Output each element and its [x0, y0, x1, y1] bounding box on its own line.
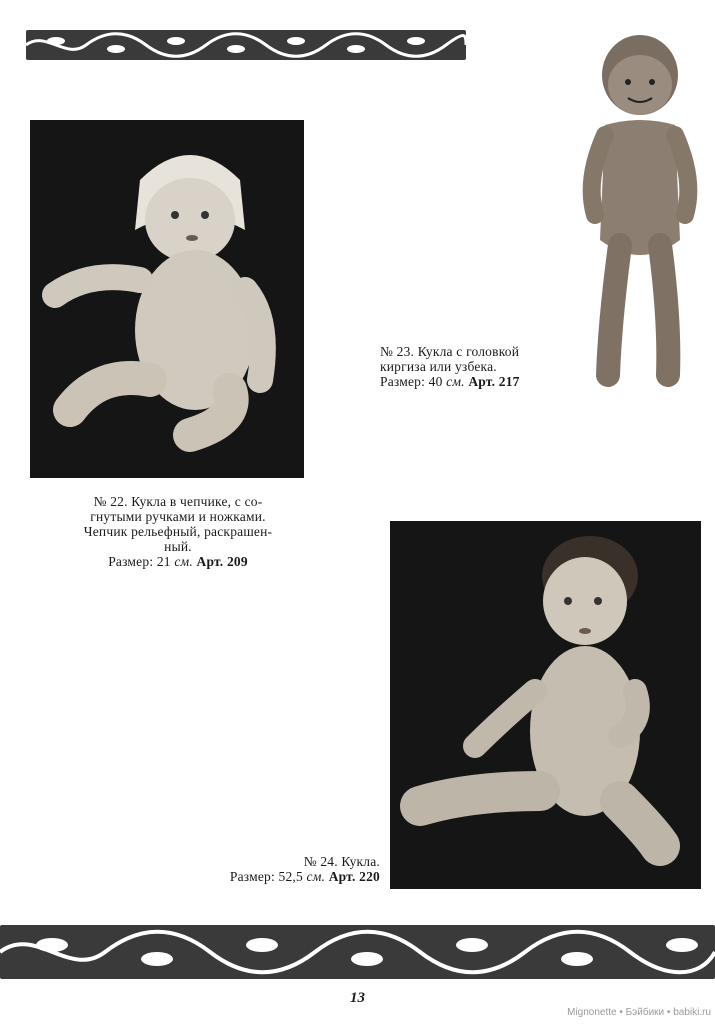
size-label: Размер: 52,5 — [229, 869, 303, 884]
size-label: Размер: 21 — [108, 554, 171, 569]
caption-item-24 — [190, 854, 380, 884]
article-number: Арт. 217 — [468, 374, 520, 389]
caption-line: киргиза или узбека. — [380, 359, 497, 374]
caption-item-23 — [380, 344, 560, 389]
caption-line: № 22. Кукла в чепчике, с со- — [93, 494, 263, 509]
caption-item-22 — [60, 494, 296, 569]
doll-24-photo — [390, 521, 701, 889]
caption-line: № 23. Кукла с головкой — [380, 344, 520, 359]
size-label: Размер: 40 — [380, 374, 443, 389]
watermark-text: Mignonette • Бэйбики • babiki.ru — [567, 1007, 711, 1018]
page-number: 13 — [350, 990, 365, 1006]
caption-line: ный. — [164, 539, 192, 554]
doll-23-photo — [570, 30, 710, 400]
size-line — [190, 869, 380, 884]
size-line — [380, 374, 560, 389]
caption-line: гнутыми ручками и ножками. — [90, 509, 266, 524]
size-unit: см. — [174, 554, 193, 569]
size-line — [60, 554, 296, 569]
doll-22-photo — [30, 120, 304, 478]
caption-line: № 24. Кукла. — [303, 854, 380, 869]
size-unit: см. — [446, 374, 465, 389]
caption-line: Чепчик рельефный, раскрашен- — [83, 524, 273, 539]
article-number: Арт. 209 — [196, 554, 248, 569]
top-ornament-border — [26, 30, 466, 60]
size-unit: см. — [306, 869, 326, 884]
article-number: Арт. 220 — [328, 869, 380, 884]
bottom-ornament-border — [0, 925, 715, 979]
